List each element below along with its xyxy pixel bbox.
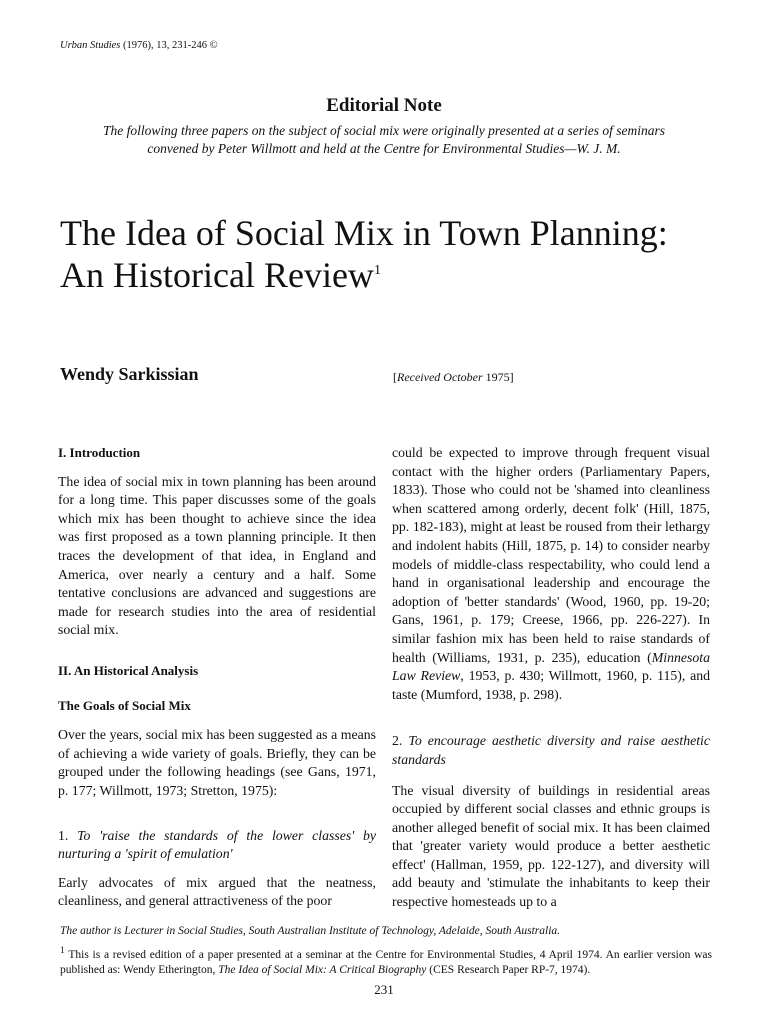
left-column <box>58 444 376 911</box>
journal-reference <box>60 40 218 51</box>
continued-paragraph-part-2: , 1953, p. 430; Willmott, 1960, p. 115), and taste (Mumford, 1938, p. 298). <box>392 668 710 702</box>
editorial-note-heading: Editorial Note <box>326 95 442 116</box>
article-title <box>60 212 740 296</box>
introduction-paragraph: The idea of social mix in town planning has been around for a long time. This paper discusses some of the goals which mix has been thought to achieve since the idea was first proposed as a town planning principle. It then traces the development of that idea, in England and America, over nearly a century and a half. Some tentative conclusions are advanced and suggestions are made for research studies into the area of residential social mix. <box>58 473 376 638</box>
received-label: Received October <box>397 370 483 384</box>
section-heading-historical-analysis: II. An Historical Analysis <box>58 662 199 678</box>
page-number: 231 <box>374 982 394 997</box>
right-column <box>392 444 710 912</box>
editorial-note-line-2: convened by Peter Willmott and held at the Centre for Environmental Studies—W. J. M. <box>147 141 621 156</box>
goal-2-heading <box>392 732 710 769</box>
section-heading-introduction: I. Introduction <box>58 445 141 460</box>
editorial-note-body <box>58 122 710 158</box>
goal-1-text: To 'raise the standards of the lower classes' by nurturing a 'spirit of emulation' <box>58 827 377 862</box>
received-year: 1975] <box>485 370 514 384</box>
editorial-note-line-1: The following three papers on the subject of social mix were originally presented at a series of seminars <box>102 123 666 138</box>
continued-paragraph <box>392 444 710 704</box>
goal-2-number: 2. <box>392 733 403 749</box>
goal-1-paragraph: Early advocates of mix argued that the neatness, cleanliness, and general attractiveness of the poor <box>58 874 376 909</box>
goal-1-number: 1. <box>58 827 69 843</box>
journal-details: (1976), 13, 231-246 © <box>123 40 218 51</box>
title-footnote-mark[interactable]: 1 <box>373 263 381 278</box>
author-affiliation: The author is Lecturer in Social Studies, South Australian Institute of Technology, Adelaide, South Australia. <box>60 925 561 937</box>
journal-name: Urban Studies <box>60 40 121 51</box>
goal-2-paragraph: The visual diversity of buildings in residential areas occupied by different social classes and ethnic groups is another alleged benefit of social mix. It has been claimed that 'greater variety would produce a better aesthetic effect' (Hallman, 1959, pp. 122-127), and diversity will add beauty and 'stimulate the inhabitants to keep their respective homesteads up to a <box>392 782 710 910</box>
subsection-heading-goals: The Goals of Social Mix <box>58 697 191 713</box>
footnotes <box>60 924 712 978</box>
article-title-line-1: The Idea of Social Mix in Town Planning: <box>60 213 668 253</box>
goal-2-text: To encourage aesthetic diversity and raise aesthetic standards <box>392 733 711 767</box>
received-date <box>393 370 514 385</box>
author-name: Wendy Sarkissian <box>60 364 199 384</box>
footnote-1 <box>60 943 712 978</box>
footnote-1-text-b: (CES Research Paper RP-7, 1974). <box>429 963 591 976</box>
journal-citation-minnesota: Minnesota Law Review <box>392 649 710 684</box>
continued-paragraph-part-1: could be expected to improve through frequent visual contact with the higher orders (Parliamentary Papers, 1833). Those who could not be 'shamed into cleanliness when scattered among orderly, decent folk' (Hill, 1875, pp. 182-183), might at least be roused from their lethargy and indolent habits (Hill, 1875, p. 14) to consider nearby models of middle-class respectability, who could lend a hand in organisational leadership and encourage the adoption of 'better standards' (Wood, 1960, pp. 19-20; Gans, 1961, p. 179; Creese, 1966, pp. 226-227). In similar fashion mix has been held to raise standards of health (Williams, 1931, p. 235), education ( <box>392 445 710 665</box>
footnote-1-text-a: This is a revised edition of a paper presented at a seminar at the Centre for Environmental Studies, 4 April 1974. An earlier version was published as: Wendy Etherington, <box>60 948 712 976</box>
article-title-line-2: An Historical Review <box>60 255 374 295</box>
received-open-bracket: [ <box>393 370 397 384</box>
footnote-1-title: The Idea of Social Mix: A Critical Biography <box>218 963 427 976</box>
goal-1-heading <box>58 827 376 864</box>
goals-paragraph: Over the years, social mix has been suggested as a means of achieving a wide variety of goals. Briefly, they can be grouped under the following headings (see Gans, 1971, p. 177; Willmott, 1973; Stretton, 1975): <box>58 727 376 798</box>
footnote-1-mark: 1 <box>60 945 65 956</box>
